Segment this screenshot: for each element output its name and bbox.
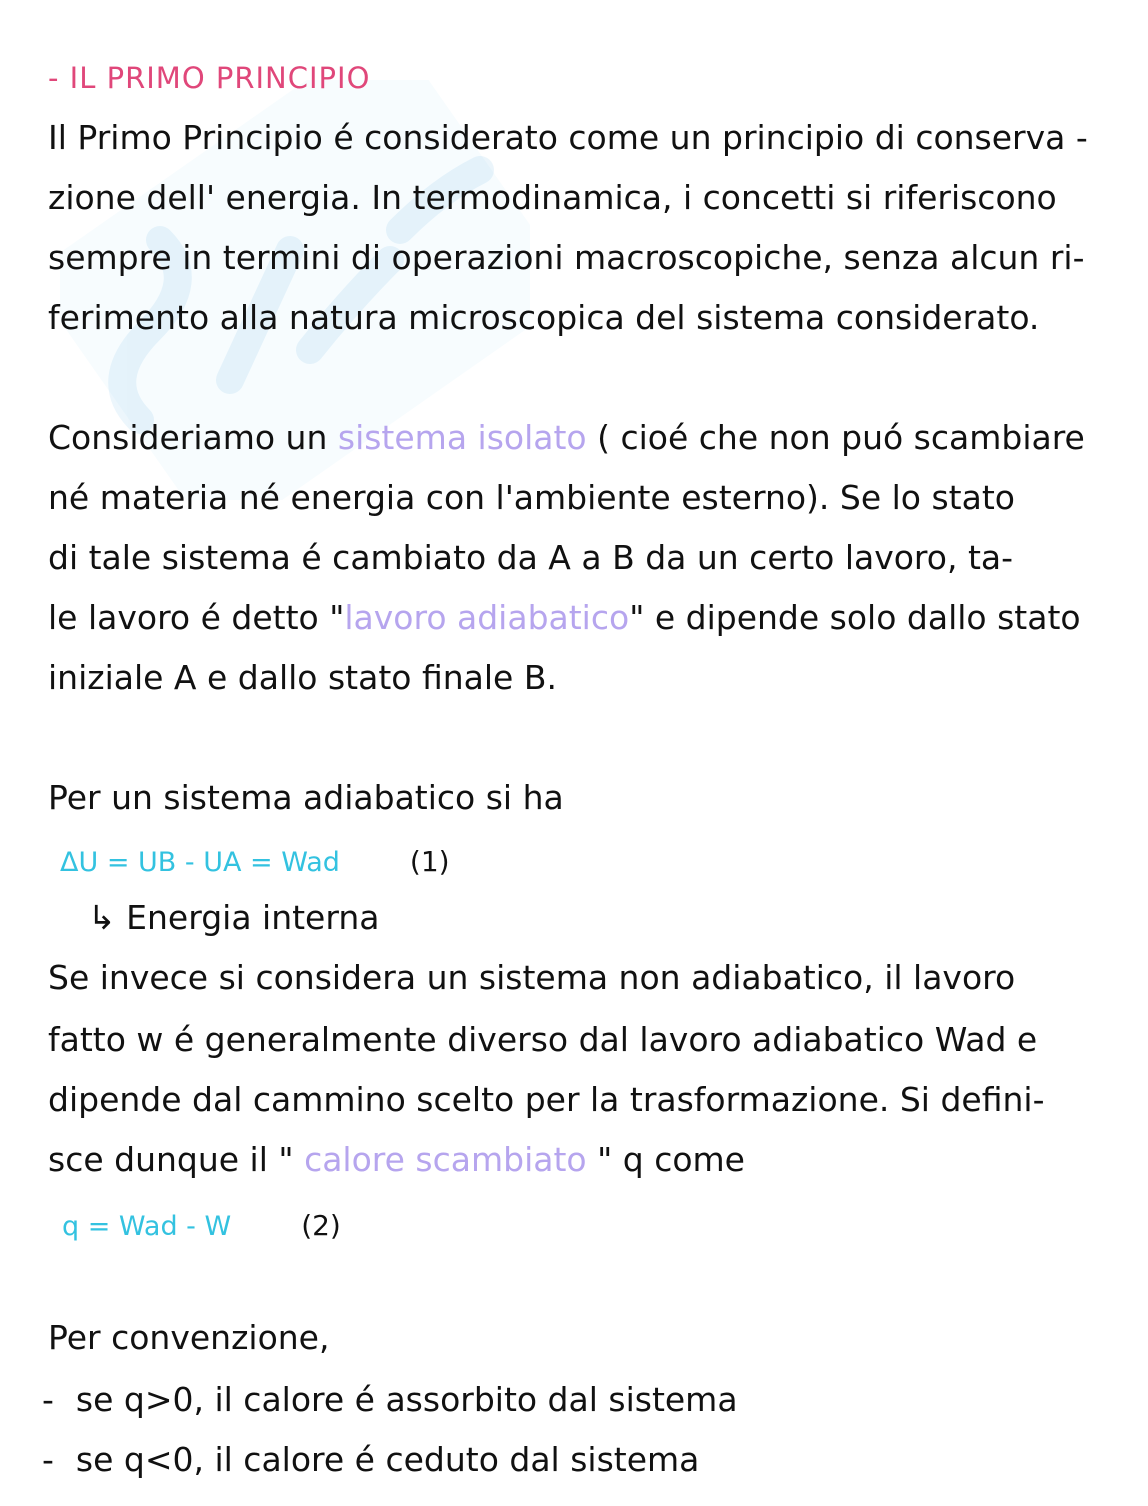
bullet-dash: - <box>42 1440 54 1479</box>
text-line <box>48 1140 745 1180</box>
equation-number: (2) <box>301 1209 341 1242</box>
text-line <box>48 418 1085 458</box>
equation-formula: q = Wad - W <box>62 1211 232 1242</box>
text-line: di tale sistema é cambiato da A a B da un certo lavoro, ta- <box>48 538 1014 577</box>
text-fragment: Consideriamo un <box>48 418 338 457</box>
text-line: zione dell' energia. In termodinamica, i concetti si riferiscono <box>48 178 1057 217</box>
text-fragment: sce dunque il " <box>48 1140 305 1179</box>
text-line <box>48 598 1081 638</box>
text-line: sempre in termini di operazioni macroscopiche, senza alcun ri- <box>48 238 1085 277</box>
text-line: ferimento alla natura microscopica del sistema considerato. <box>48 298 1040 337</box>
equation-formula: ΔU = UB - UA = Wad <box>60 847 340 878</box>
equation-number: (1) <box>409 845 450 878</box>
arrow-note <box>88 898 380 938</box>
highlighted-term-adiabatic-work: lavoro adiabatico <box>344 598 630 637</box>
arrow-down-right-icon: ↳ <box>88 898 116 937</box>
text-fragment: " e dipende solo dallo stato <box>629 598 1081 637</box>
text-fragment: ( cioé che non puó scambiare <box>586 418 1085 457</box>
text-line: né materia né energia con l'ambiente esterno). Se lo stato <box>48 478 1015 517</box>
highlighted-term-isolated-system: sistema isolato <box>337 418 587 457</box>
text-line: Per un sistema adiabatico si ha <box>48 778 564 817</box>
text-line: fatto w é generalmente diverso dal lavoro adiabatico Wad e <box>48 1020 1038 1059</box>
text-line: iniziale A e dallo stato finale B. <box>48 658 557 697</box>
text-fragment: " q come <box>586 1140 745 1179</box>
text-fragment: le lavoro é detto " <box>48 598 345 637</box>
text-line: Per convenzione, <box>48 1318 330 1357</box>
list-item-text: se q<0, il calore é ceduto dal sistema <box>75 1440 700 1479</box>
text-line: Il Primo Principio é considerato come un principio di conserva - <box>48 118 1088 157</box>
text-line: dipende dal cammino scelto per la trasformazione. Si defini- <box>48 1080 1045 1119</box>
list-item <box>42 1440 699 1480</box>
list-item-text: se q>0, il calore é assorbito dal sistema <box>75 1380 738 1419</box>
section-title: - IL PRIMO PRINCIPIO <box>48 61 371 95</box>
highlighted-term-exchanged-heat: calore scambiato <box>304 1140 587 1179</box>
arrow-note-text: Energia interna <box>126 898 380 937</box>
equation-2 <box>62 1204 341 1247</box>
equation-1 <box>60 840 450 883</box>
list-item <box>42 1380 738 1420</box>
text-line: Se invece si considera un sistema non adiabatico, il lavoro <box>48 958 1016 997</box>
bullet-dash: - <box>42 1380 54 1419</box>
